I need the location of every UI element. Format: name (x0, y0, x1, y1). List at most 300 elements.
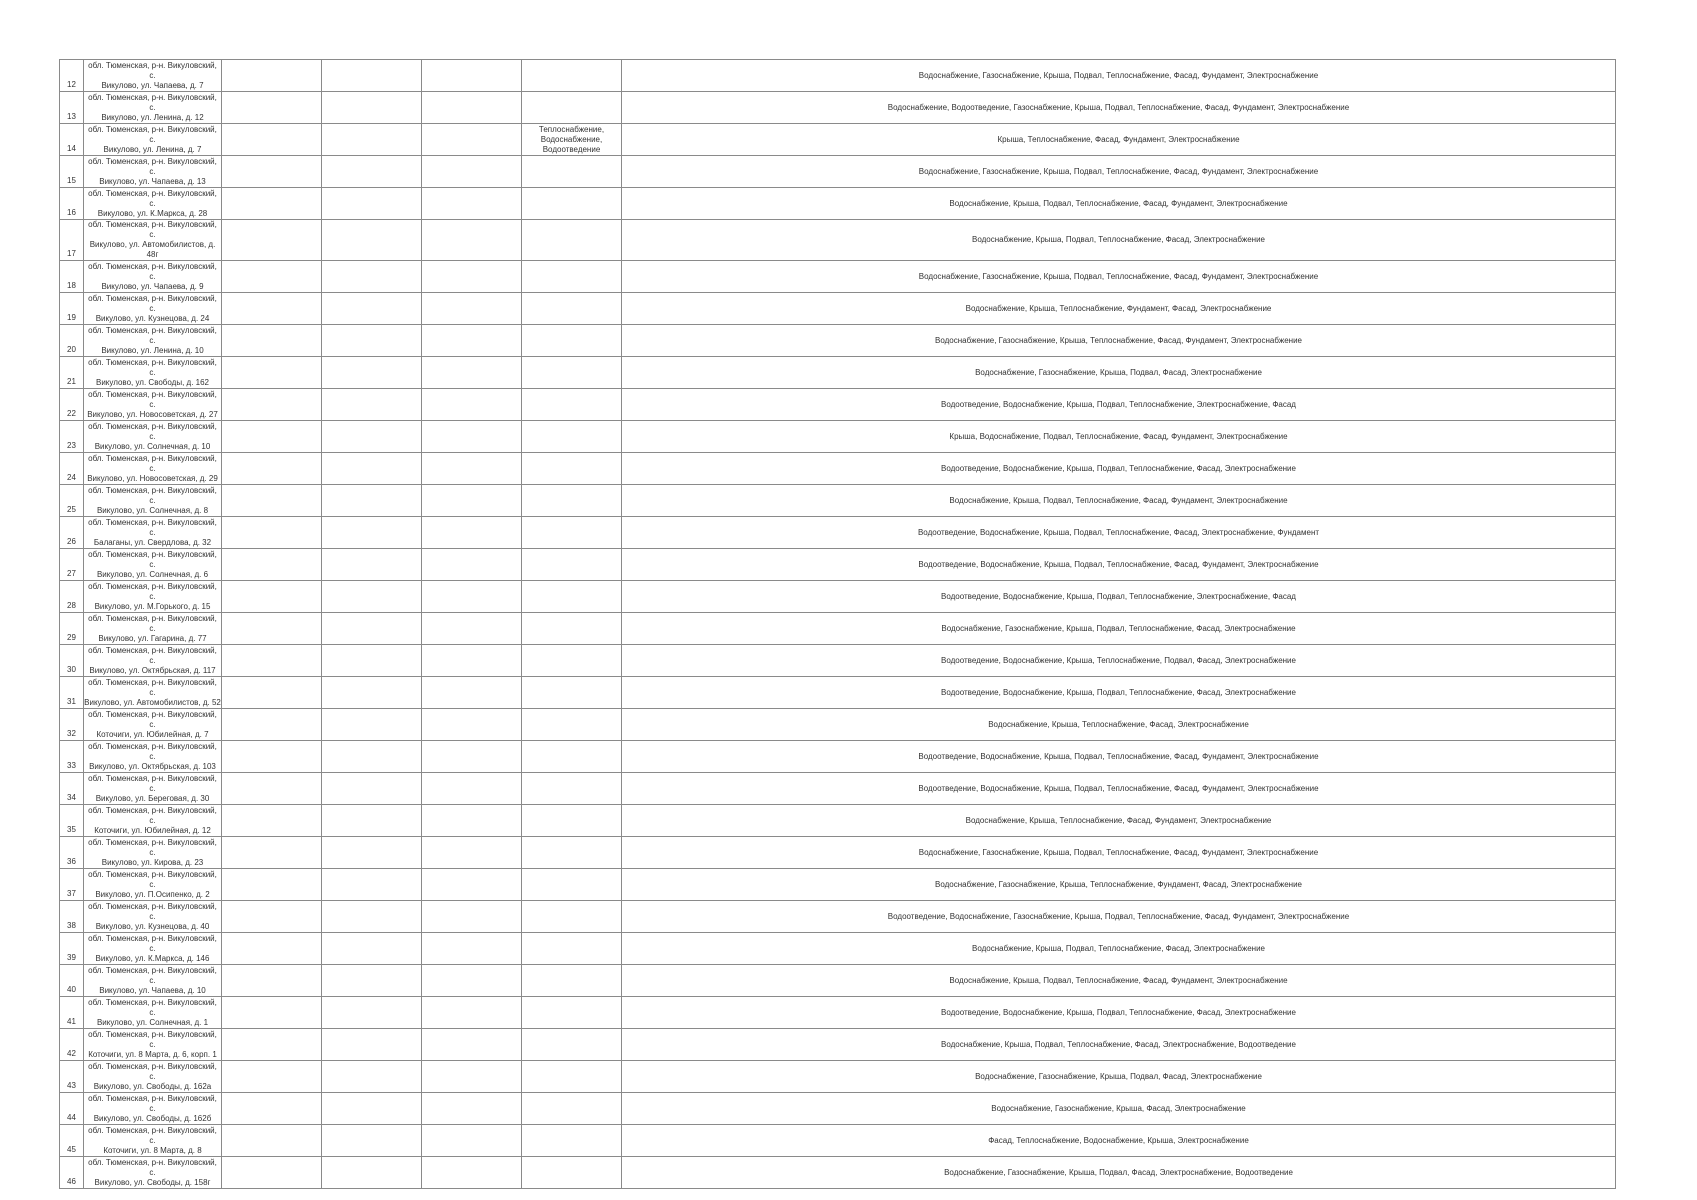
row-number: 12 (60, 60, 84, 92)
address-line-1: обл. Тюменская, р-н. Викуловский, с. (88, 188, 217, 208)
address-line-1: обл. Тюменская, р-н. Викуловский, с. (88, 293, 217, 313)
systems-cell (522, 901, 622, 933)
empty-cell (222, 549, 322, 581)
table-row (60, 837, 1616, 869)
empty-cell (222, 325, 322, 357)
table-row (60, 869, 1616, 901)
address-line-1: обл. Тюменская, р-н. Викуловский, с. (88, 709, 217, 729)
empty-cell (422, 1125, 522, 1157)
address-line-1: обл. Тюменская, р-н. Викуловский, с. (88, 1093, 217, 1113)
empty-cell (222, 709, 322, 741)
address-cell (84, 741, 222, 773)
table-row (60, 613, 1616, 645)
empty-cell (222, 124, 322, 156)
empty-cell (422, 805, 522, 837)
row-number: 14 (60, 124, 84, 156)
empty-cell (322, 421, 422, 453)
row-number: 16 (60, 188, 84, 220)
empty-cell (322, 293, 422, 325)
works-cell: Крыша, Теплоснабжение, Фасад, Фундамент, Электроснабжение (622, 124, 1616, 156)
address-line-2: Викулово, ул. Свободы, д. 162а (93, 1081, 212, 1091)
table-row (60, 549, 1616, 581)
systems-cell (522, 1029, 622, 1061)
row-number: 27 (60, 549, 84, 581)
table-row (60, 901, 1616, 933)
empty-cell (422, 485, 522, 517)
address-line-1: обл. Тюменская, р-н. Викуловский, с. (88, 485, 217, 505)
row-number: 35 (60, 805, 84, 837)
systems-cell (522, 485, 622, 517)
empty-cell (322, 805, 422, 837)
table-row (60, 92, 1616, 124)
table-row (60, 124, 1616, 156)
empty-cell (422, 613, 522, 645)
address-line-2: Викулово, ул. К.Маркса, д. 146 (95, 953, 210, 963)
systems-cell (522, 997, 622, 1029)
address-cell (84, 549, 222, 581)
address-cell (84, 837, 222, 869)
address-cell (84, 613, 222, 645)
address-line-1: обл. Тюменская, р-н. Викуловский, с. (88, 1125, 217, 1145)
works-cell: Водоснабжение, Газоснабжение, Крыша, Теплоснабжение, Фасад, Фундамент, Электроснабжение (622, 325, 1616, 357)
address-cell (84, 581, 222, 613)
systems-cell (522, 220, 622, 261)
empty-cell (222, 773, 322, 805)
empty-cell (422, 869, 522, 901)
empty-cell (422, 549, 522, 581)
works-cell: Водоотведение, Водоснабжение, Газоснабжение, Крыша, Подвал, Теплоснабжение, Фасад, Фундамент, Электроснабжение (622, 901, 1616, 933)
address-cell (84, 997, 222, 1029)
table-row (60, 188, 1616, 220)
empty-cell (322, 741, 422, 773)
address-line-2: Викулово, ул. Кирова, д. 23 (101, 857, 204, 867)
address-line-1: обл. Тюменская, р-н. Викуловский, с. (88, 124, 217, 144)
address-line-2: Викулово, ул. Чапаева, д. 13 (99, 176, 206, 186)
empty-cell (422, 421, 522, 453)
row-number: 22 (60, 389, 84, 421)
empty-cell (422, 997, 522, 1029)
empty-cell (322, 1157, 422, 1189)
address-cell (84, 901, 222, 933)
address-line-1: обл. Тюменская, р-н. Викуловский, с. (88, 156, 217, 176)
empty-cell (222, 1093, 322, 1125)
address-cell (84, 645, 222, 677)
address-cell (84, 357, 222, 389)
row-number: 40 (60, 965, 84, 997)
empty-cell (222, 60, 322, 92)
address-line-2: Викулово, ул. Солнечная, д. 1 (96, 1017, 209, 1027)
address-line-1: обл. Тюменская, р-н. Викуловский, с. (88, 220, 217, 239)
row-number: 44 (60, 1093, 84, 1125)
empty-cell (222, 357, 322, 389)
systems-cell (522, 741, 622, 773)
empty-cell (222, 188, 322, 220)
works-cell: Водоотведение, Водоснабжение, Крыша, Подвал, Теплоснабжение, Электроснабжение, Фасад (622, 389, 1616, 421)
address-line-2: Викулово, ул. Октябрьская, д. 117 (89, 665, 216, 675)
works-cell: Водоотведение, Водоснабжение, Крыша, Подвал, Теплоснабжение, Фасад, Электроснабжение (622, 453, 1616, 485)
table-row (60, 261, 1616, 293)
works-cell: Водоотведение, Водоснабжение, Крыша, Подвал, Теплоснабжение, Фасад, Электроснабжение (622, 997, 1616, 1029)
empty-cell (322, 709, 422, 741)
empty-cell (322, 485, 422, 517)
address-cell (84, 1029, 222, 1061)
row-number: 21 (60, 357, 84, 389)
systems-cell (522, 92, 622, 124)
address-line-2: Викулово, ул. Гагарина, д. 77 (98, 633, 207, 643)
address-cell (84, 453, 222, 485)
empty-cell (222, 261, 322, 293)
systems-cell (522, 261, 622, 293)
systems-cell (522, 581, 622, 613)
table-row (60, 357, 1616, 389)
row-number: 31 (60, 677, 84, 709)
empty-cell (222, 517, 322, 549)
empty-cell (222, 901, 322, 933)
address-line-1: обл. Тюменская, р-н. Викуловский, с. (88, 1157, 217, 1177)
address-cell (84, 965, 222, 997)
works-cell: Водоснабжение, Крыша, Подвал, Теплоснабжение, Фасад, Фундамент, Электроснабжение (622, 485, 1616, 517)
systems-cell (522, 421, 622, 453)
table-row (60, 773, 1616, 805)
address-line-1: обл. Тюменская, р-н. Викуловский, с. (88, 997, 217, 1017)
empty-cell (422, 1029, 522, 1061)
works-cell: Водоснабжение, Крыша, Теплоснабжение, Фундамент, Фасад, Электроснабжение (622, 293, 1616, 325)
address-line-2: Викулово, ул. Солнечная, д. 8 (96, 505, 209, 515)
works-cell: Водоотведение, Водоснабжение, Крыша, Подвал, Теплоснабжение, Фасад, Фундамент, Электроснабжение (622, 773, 1616, 805)
empty-cell (422, 901, 522, 933)
address-line-2: Викулово, ул. Солнечная, д. 10 (94, 441, 211, 451)
address-line-2: Викулово, ул. Кузнецова, д. 40 (95, 921, 210, 931)
address-line-1: обл. Тюменская, р-н. Викуловский, с. (88, 517, 217, 537)
works-cell: Водоснабжение, Крыша, Подвал, Теплоснабжение, Фасад, Электроснабжение, Водоотведение (622, 1029, 1616, 1061)
address-cell (84, 485, 222, 517)
table-row (60, 965, 1616, 997)
empty-cell (422, 581, 522, 613)
empty-cell (222, 1125, 322, 1157)
address-line-2: Балаганы, ул. Свердлова, д. 32 (93, 537, 212, 547)
empty-cell (322, 1093, 422, 1125)
empty-cell (322, 997, 422, 1029)
empty-cell (222, 1029, 322, 1061)
systems-cell (522, 293, 622, 325)
table-row (60, 389, 1616, 421)
row-number: 15 (60, 156, 84, 188)
empty-cell (322, 581, 422, 613)
address-cell (84, 805, 222, 837)
systems-cell (522, 1093, 622, 1125)
table-row (60, 709, 1616, 741)
empty-cell (322, 124, 422, 156)
empty-cell (322, 92, 422, 124)
empty-cell (422, 261, 522, 293)
address-line-2: Викулово, ул. Ленина, д. 7 (103, 144, 202, 154)
empty-cell (422, 453, 522, 485)
works-cell: Водоотведение, Водоснабжение, Крыша, Подвал, Теплоснабжение, Фасад, Фундамент, Электроснабжение (622, 549, 1616, 581)
empty-cell (422, 837, 522, 869)
table-row (60, 1125, 1616, 1157)
empty-cell (222, 933, 322, 965)
empty-cell (322, 901, 422, 933)
systems-cell (522, 773, 622, 805)
empty-cell (322, 549, 422, 581)
row-number: 20 (60, 325, 84, 357)
empty-cell (422, 60, 522, 92)
works-cell: Водоснабжение, Крыша, Подвал, Теплоснабжение, Фасад, Фундамент, Электроснабжение (622, 188, 1616, 220)
empty-cell (322, 869, 422, 901)
address-line-1: обл. Тюменская, р-н. Викуловский, с. (88, 1029, 217, 1049)
works-cell: Водоснабжение, Крыша, Теплоснабжение, Фасад, Электроснабжение (622, 709, 1616, 741)
works-cell: Водоснабжение, Газоснабжение, Крыша, Подвал, Теплоснабжение, Фасад, Фундамент, Электроснабжение (622, 261, 1616, 293)
table-body (60, 60, 1616, 1189)
table-row (60, 645, 1616, 677)
table-row (60, 1029, 1616, 1061)
empty-cell (422, 188, 522, 220)
address-cell (84, 261, 222, 293)
address-line-1: обл. Тюменская, р-н. Викуловский, с. (88, 261, 217, 281)
address-cell (84, 709, 222, 741)
table-row (60, 1061, 1616, 1093)
row-number: 41 (60, 997, 84, 1029)
systems-cell (522, 60, 622, 92)
works-cell: Водоотведение, Водоснабжение, Крыша, Подвал, Теплоснабжение, Фасад, Электроснабжение (622, 677, 1616, 709)
empty-cell (222, 293, 322, 325)
systems-cell (522, 1125, 622, 1157)
address-cell (84, 220, 222, 261)
works-cell: Водоснабжение, Газоснабжение, Крыша, Подвал, Фасад, Электроснабжение (622, 357, 1616, 389)
address-line-1: обл. Тюменская, р-н. Викуловский, с. (88, 549, 217, 569)
systems-cell (522, 869, 622, 901)
systems-cell (522, 933, 622, 965)
address-line-2: Викулово, ул. Октябрьская, д. 103 (89, 761, 216, 771)
address-line-1: обл. Тюменская, р-н. Викуловский, с. (88, 677, 217, 697)
address-line-2: Викулово, ул. Чапаева, д. 10 (99, 985, 206, 995)
address-line-2: Викулово, ул. Автомобилистов, д. 52 (84, 697, 221, 707)
works-cell: Водоснабжение, Крыша, Подвал, Теплоснабжение, Фасад, Электроснабжение (622, 933, 1616, 965)
address-line-2: Викулово, ул. Автомобилистов, д. 48г (89, 240, 216, 259)
empty-cell (222, 805, 322, 837)
works-cell: Водоснабжение, Газоснабжение, Крыша, Подвал, Теплоснабжение, Фасад, Электроснабжение (622, 613, 1616, 645)
empty-cell (222, 581, 322, 613)
address-line-1: обл. Тюменская, р-н. Викуловский, с. (88, 741, 217, 761)
empty-cell (322, 677, 422, 709)
row-number: 33 (60, 741, 84, 773)
address-line-1: обл. Тюменская, р-н. Викуловский, с. (88, 965, 217, 985)
works-cell: Водоотведение, Водоснабжение, Крыша, Подвал, Теплоснабжение, Фасад, Электроснабжение, Фундамент (622, 517, 1616, 549)
empty-cell (322, 261, 422, 293)
works-cell: Водоснабжение, Газоснабжение, Крыша, Подвал, Теплоснабжение, Фасад, Фундамент, Электроснабжение (622, 837, 1616, 869)
empty-cell (422, 92, 522, 124)
empty-cell (222, 485, 322, 517)
works-cell: Водоснабжение, Газоснабжение, Крыша, Подвал, Теплоснабжение, Фасад, Фундамент, Электроснабжение (622, 60, 1616, 92)
empty-cell (322, 1125, 422, 1157)
address-line-2: Викулово, ул. Солнечная, д. 6 (96, 569, 209, 579)
address-line-2: Викулово, ул. Свободы, д. 162 (96, 377, 209, 387)
systems-cell (522, 453, 622, 485)
address-cell (84, 421, 222, 453)
address-line-2: Коточиги, ул. 8 Марта, д. 8 (103, 1145, 202, 1155)
empty-cell (322, 965, 422, 997)
empty-cell (322, 325, 422, 357)
address-line-1: обл. Тюменская, р-н. Викуловский, с. (88, 901, 217, 921)
row-number: 45 (60, 1125, 84, 1157)
address-cell (84, 677, 222, 709)
empty-cell (222, 92, 322, 124)
address-line-2: Викулово, ул. Свободы, д. 162б (93, 1113, 212, 1123)
address-line-2: Викулово, ул. Ленина, д. 10 (101, 345, 204, 355)
address-line-1: обл. Тюменская, р-н. Викуловский, с. (88, 92, 217, 112)
row-number: 42 (60, 1029, 84, 1061)
address-line-2: Викулово, ул. Свободы, д. 158г (94, 1177, 211, 1187)
systems-cell (522, 613, 622, 645)
works-cell: Водоснабжение, Газоснабжение, Крыша, Теплоснабжение, Фундамент, Фасад, Электроснабжение (622, 869, 1616, 901)
table-row (60, 485, 1616, 517)
row-number: 30 (60, 645, 84, 677)
row-number: 26 (60, 517, 84, 549)
empty-cell (422, 357, 522, 389)
table-row (60, 453, 1616, 485)
empty-cell (422, 220, 522, 261)
empty-cell (222, 997, 322, 1029)
address-cell (84, 124, 222, 156)
empty-cell (222, 220, 322, 261)
empty-cell (222, 741, 322, 773)
address-line-2: Викулово, ул. Береговая, д. 30 (95, 793, 210, 803)
empty-cell (422, 965, 522, 997)
systems-cell (522, 1061, 622, 1093)
empty-cell (422, 709, 522, 741)
empty-cell (322, 613, 422, 645)
row-number: 43 (60, 1061, 84, 1093)
empty-cell (222, 869, 322, 901)
works-cell: Водоснабжение, Газоснабжение, Крыша, Фасад, Электроснабжение (622, 1093, 1616, 1125)
empty-cell (322, 357, 422, 389)
empty-cell (422, 156, 522, 188)
address-line-2: Викулово, ул. Чапаева, д. 9 (101, 281, 204, 291)
empty-cell (422, 933, 522, 965)
address-cell (84, 773, 222, 805)
empty-cell (422, 389, 522, 421)
empty-cell (322, 773, 422, 805)
systems-cell (522, 645, 622, 677)
works-cell: Водоотведение, Водоснабжение, Крыша, Подвал, Теплоснабжение, Фасад, Фундамент, Электроснабжение (622, 741, 1616, 773)
systems-cell (522, 709, 622, 741)
row-number: 19 (60, 293, 84, 325)
empty-cell (222, 389, 322, 421)
address-line-2: Коточиги, ул. Юбилейная, д. 7 (96, 729, 209, 739)
systems-cell (522, 549, 622, 581)
address-line-1: обл. Тюменская, р-н. Викуловский, с. (88, 60, 217, 80)
systems-cell (522, 805, 622, 837)
address-cell (84, 1093, 222, 1125)
table-row (60, 220, 1616, 261)
empty-cell (222, 645, 322, 677)
works-cell: Фасад, Теплоснабжение, Водоснабжение, Крыша, Электроснабжение (622, 1125, 1616, 1157)
table-row (60, 325, 1616, 357)
table-row (60, 677, 1616, 709)
address-line-1: обл. Тюменская, р-н. Викуловский, с. (88, 933, 217, 953)
address-cell (84, 1157, 222, 1189)
empty-cell (222, 613, 322, 645)
systems-cell (522, 188, 622, 220)
empty-cell (322, 645, 422, 677)
systems-cell (522, 156, 622, 188)
address-line-1: обл. Тюменская, р-н. Викуловский, с. (88, 421, 217, 441)
empty-cell (222, 677, 322, 709)
address-cell (84, 188, 222, 220)
systems-cell: Теплоснабжение, Водоснабжение, Водоотведение (522, 124, 622, 156)
table-row (60, 156, 1616, 188)
address-line-1: обл. Тюменская, р-н. Викуловский, с. (88, 389, 217, 409)
address-line-1: обл. Тюменская, р-н. Викуловский, с. (88, 325, 217, 345)
works-cell: Водоснабжение, Крыша, Подвал, Теплоснабжение, Фасад, Электроснабжение (622, 220, 1616, 261)
empty-cell (322, 933, 422, 965)
empty-cell (222, 1157, 322, 1189)
works-cell: Водоснабжение, Водоотведение, Газоснабжение, Крыша, Подвал, Теплоснабжение, Фасад, Фундамент, Электроснабжение (622, 92, 1616, 124)
systems-cell (522, 1157, 622, 1189)
address-line-2: Викулово, ул. Кузнецова, д. 24 (95, 313, 210, 323)
empty-cell (222, 837, 322, 869)
empty-cell (422, 1157, 522, 1189)
buildings-table (59, 59, 1616, 1189)
empty-cell (422, 293, 522, 325)
row-number: 25 (60, 485, 84, 517)
address-line-2: Викулово, ул. К.Маркса, д. 28 (97, 208, 208, 218)
address-line-2: Викулово, ул. П.Осипенко, д. 2 (95, 889, 210, 899)
empty-cell (222, 1061, 322, 1093)
address-cell (84, 293, 222, 325)
table-row (60, 517, 1616, 549)
address-line-2: Викулово, ул. Чапаева, д. 7 (101, 80, 204, 90)
empty-cell (322, 60, 422, 92)
table-row (60, 933, 1616, 965)
address-line-2: Коточиги, ул. 8 Марта, д. 6, корп. 1 (88, 1049, 217, 1059)
systems-cell (522, 677, 622, 709)
empty-cell (322, 1061, 422, 1093)
systems-cell (522, 517, 622, 549)
row-number: 46 (60, 1157, 84, 1189)
row-number: 23 (60, 421, 84, 453)
empty-cell (422, 325, 522, 357)
empty-cell (222, 965, 322, 997)
address-line-1: обл. Тюменская, р-н. Викуловский, с. (88, 645, 217, 665)
empty-cell (322, 188, 422, 220)
address-cell (84, 1125, 222, 1157)
row-number: 29 (60, 613, 84, 645)
address-cell (84, 933, 222, 965)
table-row (60, 805, 1616, 837)
address-cell (84, 60, 222, 92)
table-row (60, 741, 1616, 773)
address-cell (84, 92, 222, 124)
table-row (60, 1157, 1616, 1189)
works-cell: Водоснабжение, Крыша, Теплоснабжение, Фасад, Фундамент, Электроснабжение (622, 805, 1616, 837)
table-row (60, 581, 1616, 613)
address-line-1: обл. Тюменская, р-н. Викуловский, с. (88, 453, 217, 473)
works-cell: Водоснабжение, Газоснабжение, Крыша, Подвал, Теплоснабжение, Фасад, Фундамент, Электроснабжение (622, 156, 1616, 188)
empty-cell (322, 156, 422, 188)
table-row (60, 1093, 1616, 1125)
works-cell: Водоотведение, Водоснабжение, Крыша, Подвал, Теплоснабжение, Электроснабжение, Фасад (622, 581, 1616, 613)
row-number: 28 (60, 581, 84, 613)
row-number: 24 (60, 453, 84, 485)
empty-cell (422, 773, 522, 805)
address-line-1: обл. Тюменская, р-н. Викуловский, с. (88, 837, 217, 857)
address-line-2: Викулово, ул. М.Горького, д. 15 (94, 601, 211, 611)
address-line-1: обл. Тюменская, р-н. Викуловский, с. (88, 773, 217, 793)
address-line-1: обл. Тюменская, р-н. Викуловский, с. (88, 1061, 217, 1081)
address-cell (84, 325, 222, 357)
table-row (60, 60, 1616, 92)
